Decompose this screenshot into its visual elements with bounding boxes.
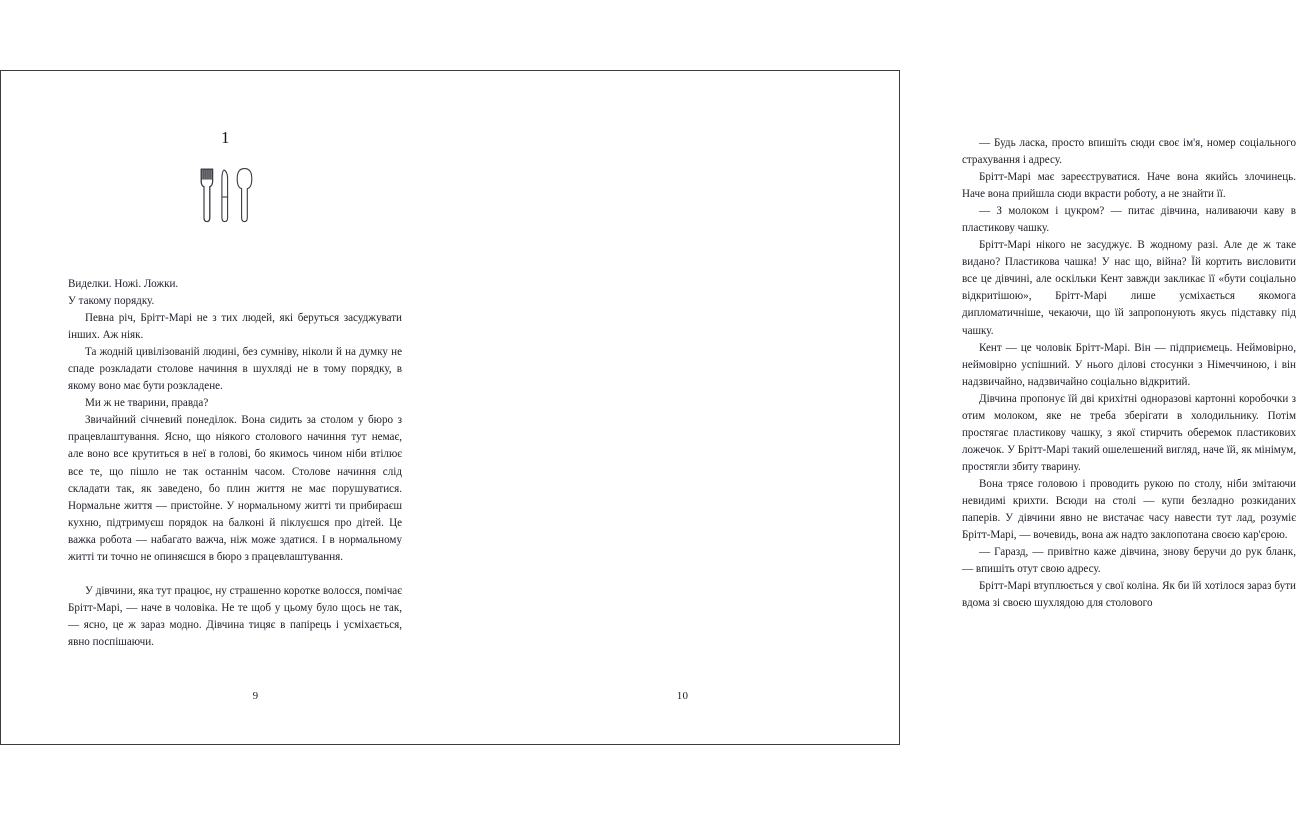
paragraph: Вона трясе головою і проводить рукою по столу, ніби змітаючи невидимі крихти. Всюди на столі — купи безладно розкиданих паперів. У дівчини явно не вистачає часу навести тут лад, розуміє Брітт-Марі, — вочевидь, вона аж надто заклопотана своєю кар'єрою. xyxy=(962,477,1296,542)
paragraph: Кент — це чоловік Брітт-Марі. Він — підприємець. Неймовірно, неймовірно успішний. У нього ділові стосунки з Німеччиною, і він надзвичайно, надзвичайно соціально відкритий. xyxy=(962,341,1296,388)
paragraph: — З молоком і цукром? — питає дівчина, наливаючи каву в пластикову чашку. xyxy=(962,205,1296,235)
chapter-opener xyxy=(1,129,450,227)
right-page xyxy=(450,71,1296,744)
paragraph: Ми ж не тварини, правда? xyxy=(85,397,209,410)
paragraph: У такому порядку. xyxy=(68,295,155,308)
knife-icon xyxy=(221,170,227,222)
paragraph: — Будь ласка, просто впишіть сюди своє ім'я, номер соціального страхування і адресу. xyxy=(962,137,1296,167)
left-page-body xyxy=(68,276,402,651)
book-spread xyxy=(0,70,1296,745)
paragraph: — Гаразд, — привітно каже дівчина, знову беручи до рук бланк, — впишіть отут свою адресу. xyxy=(962,546,1296,576)
paragraph: Звичайний січневий понеділок. Вона сидить за столом у бюро з працевлаштування. Ясно, що ніякого столового начиння тут немає, але воно все крутиться в неї в голові, бо якимось чином ніби втілює все те, що пішло не так останнім часом. Столове начиння слід складати так, як заведено, бо плин життя не має порушуватися. Нормальне життя — пристойне. У нормальному житті ти прибираєш кухню, підтримуєш порядок на балконі й піклуєшся про дітей. Це важка робота — набагато важча, ніж може здатися. І в нормальному житті ти точно не опиняєшся в бюро з працевлаштування. xyxy=(68,414,402,563)
right-page-body xyxy=(962,135,1296,612)
page-number-right: 10 xyxy=(676,690,689,702)
chapter-number: 1 xyxy=(221,128,230,147)
paragraph: Певна річ, Брітт-Марі не з тих людей, які беруться засуджувати інших. Аж ніяк. xyxy=(68,312,402,342)
paragraph: Дівчина пропонує їй дві крихітні одноразові картонні коробочки з отим молоком, яке не треба зберігати в холодильнику. Потім простягає пластикову чашку, з якої стирчить оберемок пластикових ложечок. У Брітт-Марі такий ошелешений вигляд, наче їй, як мінімум, простягли збиту тварину. xyxy=(962,392,1296,473)
paragraph-spacer xyxy=(68,566,402,583)
paragraph: Брітт-Марі має зареєструватися. Наче вона якийсь злочинець. Наче вона прийшла сюди вкрасти роботу, а не знайти її. xyxy=(962,171,1296,201)
paragraph: Брітт-Марі нікого не засуджує. В жодному разі. Але де ж таке видано? Пластикова чашка! У нас що, війна? Їй кортить висловити все це дівчині, але оскільки Кент завжди закликає її «бути соціально відкритішою», Брітт-Марі лише усміхається якомога дипломатичніше, чекаючи, що їй запропонують якусь підставку під чашку. xyxy=(962,239,1296,337)
fork-icon xyxy=(201,169,212,221)
page-number-left: 9 xyxy=(252,690,259,702)
left-page xyxy=(1,71,450,744)
paragraph: Брітт-Марі втуплюється у свої коліна. Як би їй хотілося зараз бути вдома зі своєю шухлядою для столового xyxy=(962,580,1296,610)
paragraph: Виделки. Ножі. Ложки. xyxy=(68,278,179,290)
spoon-icon xyxy=(237,169,252,222)
paragraph: У дівчини, яка тут працює, ну страшенно коротке волосся, помічає Брітт-Марі, — наче в чоловіка. Не те щоб у цьому було щось не так, — ясно, це ж зараз модно. Дівчина тицяє в папірець і усміхається, явно поспішаючи. xyxy=(68,584,402,648)
paragraph: Та жодній цивілізованій людині, без сумніву, ніколи й на думку не спаде розкладати столове начиння в шухляді не в тому порядку, в якому воно має бути розкладене. xyxy=(68,346,402,393)
cutlery-illustration xyxy=(1,165,450,227)
